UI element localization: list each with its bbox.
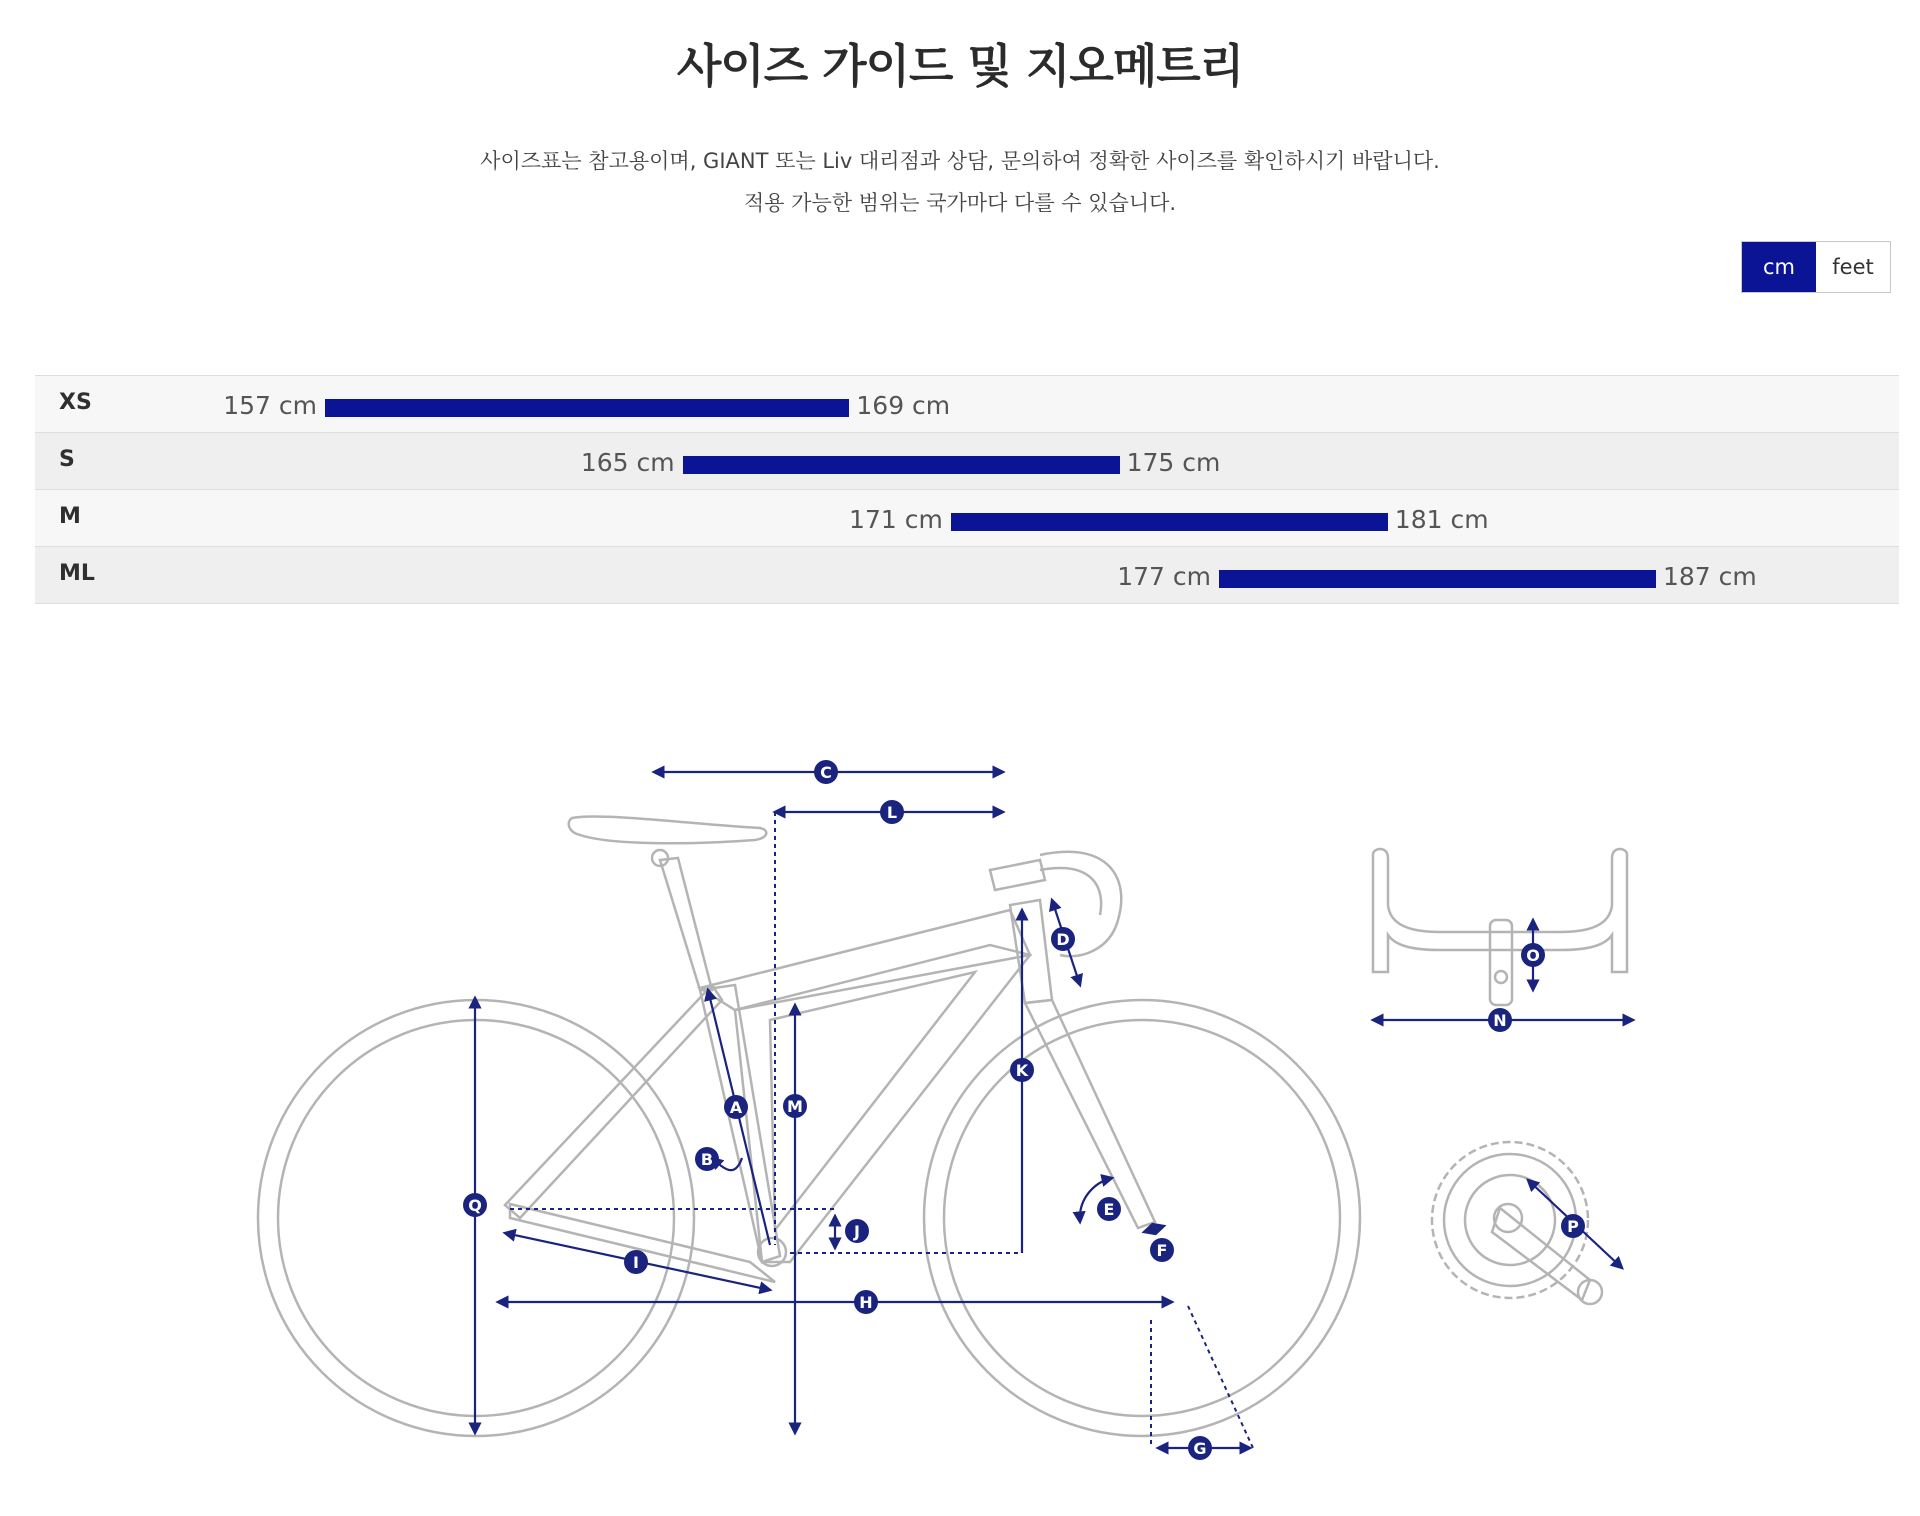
range-max-label: 187 cm [1663,562,1757,591]
size-label: XS [59,390,92,415]
geometry-marker-i[interactable] [624,1250,648,1274]
geometry-marker-a[interactable] [724,1095,748,1119]
geometry-marker-k[interactable] [1010,1058,1034,1082]
marker-label: D [1056,930,1070,949]
range-min-label: 171 cm [849,505,943,534]
range-bar [1219,570,1656,588]
size-row-xs [35,375,1899,432]
bike-frame-illustration [258,816,1360,1436]
range-bar [951,513,1388,531]
geometry-marker-f[interactable] [1150,1238,1174,1262]
unit-feet-button[interactable]: feet [1816,242,1890,292]
marker-label: L [886,803,898,822]
marker-label: Q [468,1196,482,1215]
range-min-label: 157 cm [223,391,317,420]
geometry-marker-q[interactable] [463,1193,487,1217]
handlebar-front-view-illustration [1373,849,1627,1005]
geometry-marker-e[interactable] [1097,1197,1121,1221]
size-label: ML [59,561,95,586]
dimension-arrows [475,772,1633,1448]
range-max-label: 169 cm [856,391,951,420]
marker-label: E [1103,1200,1115,1219]
geometry-marker-o[interactable] [1521,943,1545,967]
unit-cm-button[interactable]: cm [1742,242,1816,292]
geometry-marker-c[interactable] [814,760,838,784]
unit-toggle [1741,241,1891,293]
range-max-label: 175 cm [1126,448,1221,477]
marker-label: J [854,1222,860,1241]
size-row-s [35,432,1899,489]
marker-label: H [859,1293,873,1312]
intro-text-line-1: 사이즈표는 참고용이며, GIANT 또는 Liv 대리점과 상담, 문의하여 정확한 사이즈를 확인하시기 바랍니다. [480,149,1440,173]
marker-label: I [633,1253,639,1272]
marker-label: K [1015,1061,1029,1080]
geometry-marker-n[interactable] [1488,1008,1512,1032]
size-row-ml [35,546,1899,604]
reference-dotted-lines [510,812,1253,1448]
geometry-marker-m[interactable] [783,1094,807,1118]
range-max-label: 181 cm [1394,505,1489,534]
geometry-marker-j[interactable] [845,1219,869,1243]
geometry-marker-g[interactable] [1188,1436,1212,1460]
geometry-marker-b[interactable] [695,1147,719,1171]
marker-label: B [700,1150,714,1169]
size-label: S [59,447,75,472]
marker-label: O [1526,946,1540,965]
marker-label: G [1193,1439,1207,1458]
marker-label: C [820,763,832,782]
geometry-marker-h[interactable] [854,1290,878,1314]
range-min-label: 165 cm [580,448,675,477]
geometry-marker-l[interactable] [880,800,904,824]
size-row-m [35,489,1899,546]
size-label: M [59,504,81,529]
marker-label: F [1156,1241,1168,1260]
range-bar [683,456,1120,474]
marker-label: P [1567,1217,1579,1236]
marker-label: N [1493,1011,1507,1030]
size-range-chart [35,375,1899,604]
geometry-marker-p[interactable] [1561,1214,1585,1238]
page-title: 사이즈 가이드 및 지오메트리 [676,39,1244,93]
geometry-marker-d[interactable] [1051,927,1075,951]
intro-text-line-2: 적용 가능한 범위는 국가마다 다를 수 있습니다. [743,191,1177,215]
range-min-label: 177 cm [1117,562,1211,591]
marker-label: A [729,1098,743,1117]
range-bar [325,399,849,417]
marker-label: M [787,1097,803,1116]
